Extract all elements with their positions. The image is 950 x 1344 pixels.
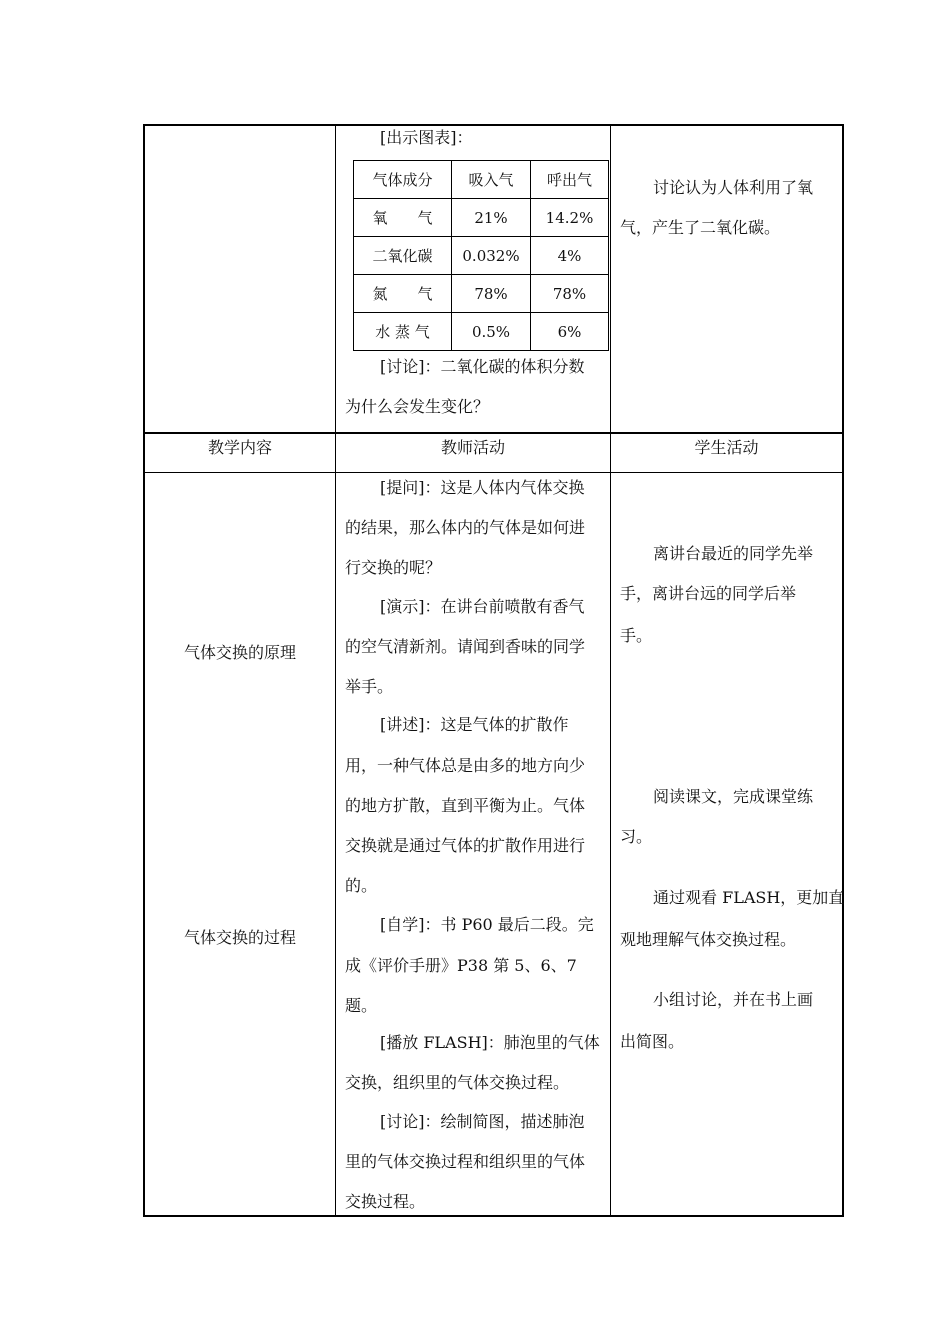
gas-table-header-cell: 呼出气 xyxy=(531,161,609,199)
header-row-top-border xyxy=(143,432,844,434)
table-col-divider-1 xyxy=(335,125,336,1217)
table-bottom-border xyxy=(143,1215,844,1217)
teacher-line: 成《评价手册》P38 第 5、6、7 xyxy=(345,956,577,975)
teacher-line: 的。 xyxy=(345,876,378,895)
student-line: 观地理解气体交换过程。 xyxy=(620,930,797,949)
gas-composition-table xyxy=(353,160,609,351)
header-row-bottom-border xyxy=(143,472,844,473)
table-col-divider-2 xyxy=(610,125,611,1217)
gas-table-cell: 二氧化碳 xyxy=(354,237,452,275)
gas-table-row xyxy=(354,313,609,351)
content-item-principle: 气体交换的原理 xyxy=(183,643,296,662)
gas-table-cell: 0.032% xyxy=(452,237,531,275)
discussion-text-line: [讨论]：二氧化碳的体积分数 xyxy=(380,357,585,376)
student-line: 习。 xyxy=(620,827,653,846)
teacher-line: [提问]：这是人体内气体交换 xyxy=(380,478,585,497)
teacher-line: 题。 xyxy=(345,996,378,1015)
gas-table-cell: 氧 气 xyxy=(354,199,452,237)
gas-table-header-cell: 吸入气 xyxy=(452,161,531,199)
gas-table-header-cell: 气体成分 xyxy=(354,161,452,199)
gas-table-cell: 78% xyxy=(531,275,609,313)
teacher-line: [演示]：在讲台前喷散有香气 xyxy=(380,597,585,616)
student-discussion-line: 讨论认为人体利用了氧 xyxy=(653,178,814,197)
teacher-line: 交换就是通过气体的扩散作用进行 xyxy=(345,836,586,855)
gas-table-row xyxy=(354,199,609,237)
teacher-line: [讨论]：绘制简图，描述肺泡 xyxy=(380,1112,585,1131)
gas-table-header-row xyxy=(354,161,609,199)
header-teaching-content: 教学内容 xyxy=(207,438,272,457)
table-top-border xyxy=(143,124,844,126)
teacher-line: 的空气清新剂。请闻到香味的同学 xyxy=(345,637,586,656)
student-line: 小组讨论，并在书上画 xyxy=(653,990,814,1009)
teacher-line: 的结果，那么体内的气体是如何进 xyxy=(345,518,586,537)
teacher-line: [自学]：书 P60 最后二段。完 xyxy=(380,915,594,934)
teacher-line: 交换，组织里的气体交换过程。 xyxy=(345,1073,570,1092)
student-line: 手，离讲台远的同学后举 xyxy=(620,584,797,603)
teacher-line: [讲述]：这是气体的扩散作 xyxy=(380,715,569,734)
student-discussion-line: 气，产生了二氧化碳。 xyxy=(620,218,781,237)
student-line: 通过观看 FLASH，更加直 xyxy=(653,888,845,907)
teacher-line: 行交换的呢？ xyxy=(345,558,442,577)
gas-table-row xyxy=(354,275,609,313)
gas-table-cell: 0.5% xyxy=(452,313,531,351)
table-right-border xyxy=(842,125,844,1217)
content-item-process: 气体交换的过程 xyxy=(183,928,296,947)
discussion-text-line: 为什么会发生变化？ xyxy=(345,397,490,416)
gas-table-cell: 水 蒸 气 xyxy=(354,313,452,351)
teacher-line: 举手。 xyxy=(345,677,394,696)
gas-table-cell: 6% xyxy=(531,313,609,351)
teacher-line: 交换过程。 xyxy=(345,1192,426,1211)
student-line: 出简图。 xyxy=(620,1032,685,1051)
gas-table-cell: 21% xyxy=(452,199,531,237)
teacher-line: 用，一种气体总是由多的地方向少 xyxy=(345,756,586,775)
teacher-line: 里的气体交换过程和组织里的气体 xyxy=(345,1152,586,1171)
teacher-line: 的地方扩散，直到平衡为止。气体 xyxy=(345,796,586,815)
gas-table-cell: 14.2% xyxy=(531,199,609,237)
gas-table-cell: 78% xyxy=(452,275,531,313)
header-teacher-activity: 教师活动 xyxy=(440,438,505,457)
gas-table-cell: 4% xyxy=(531,237,609,275)
table-left-border xyxy=(143,125,145,1217)
teacher-line: [播放 FLASH]：肺泡里的气体 xyxy=(380,1033,600,1052)
student-line: 离讲台最近的同学先举 xyxy=(653,544,814,563)
student-line: 阅读课文，完成课堂练 xyxy=(653,787,814,806)
header-student-activity: 学生活动 xyxy=(694,438,759,457)
gas-table-cell: 氮 气 xyxy=(354,275,452,313)
gas-table-row xyxy=(354,237,609,275)
show-chart-label: [出示图表]： xyxy=(380,128,473,147)
student-line: 手。 xyxy=(620,626,653,645)
